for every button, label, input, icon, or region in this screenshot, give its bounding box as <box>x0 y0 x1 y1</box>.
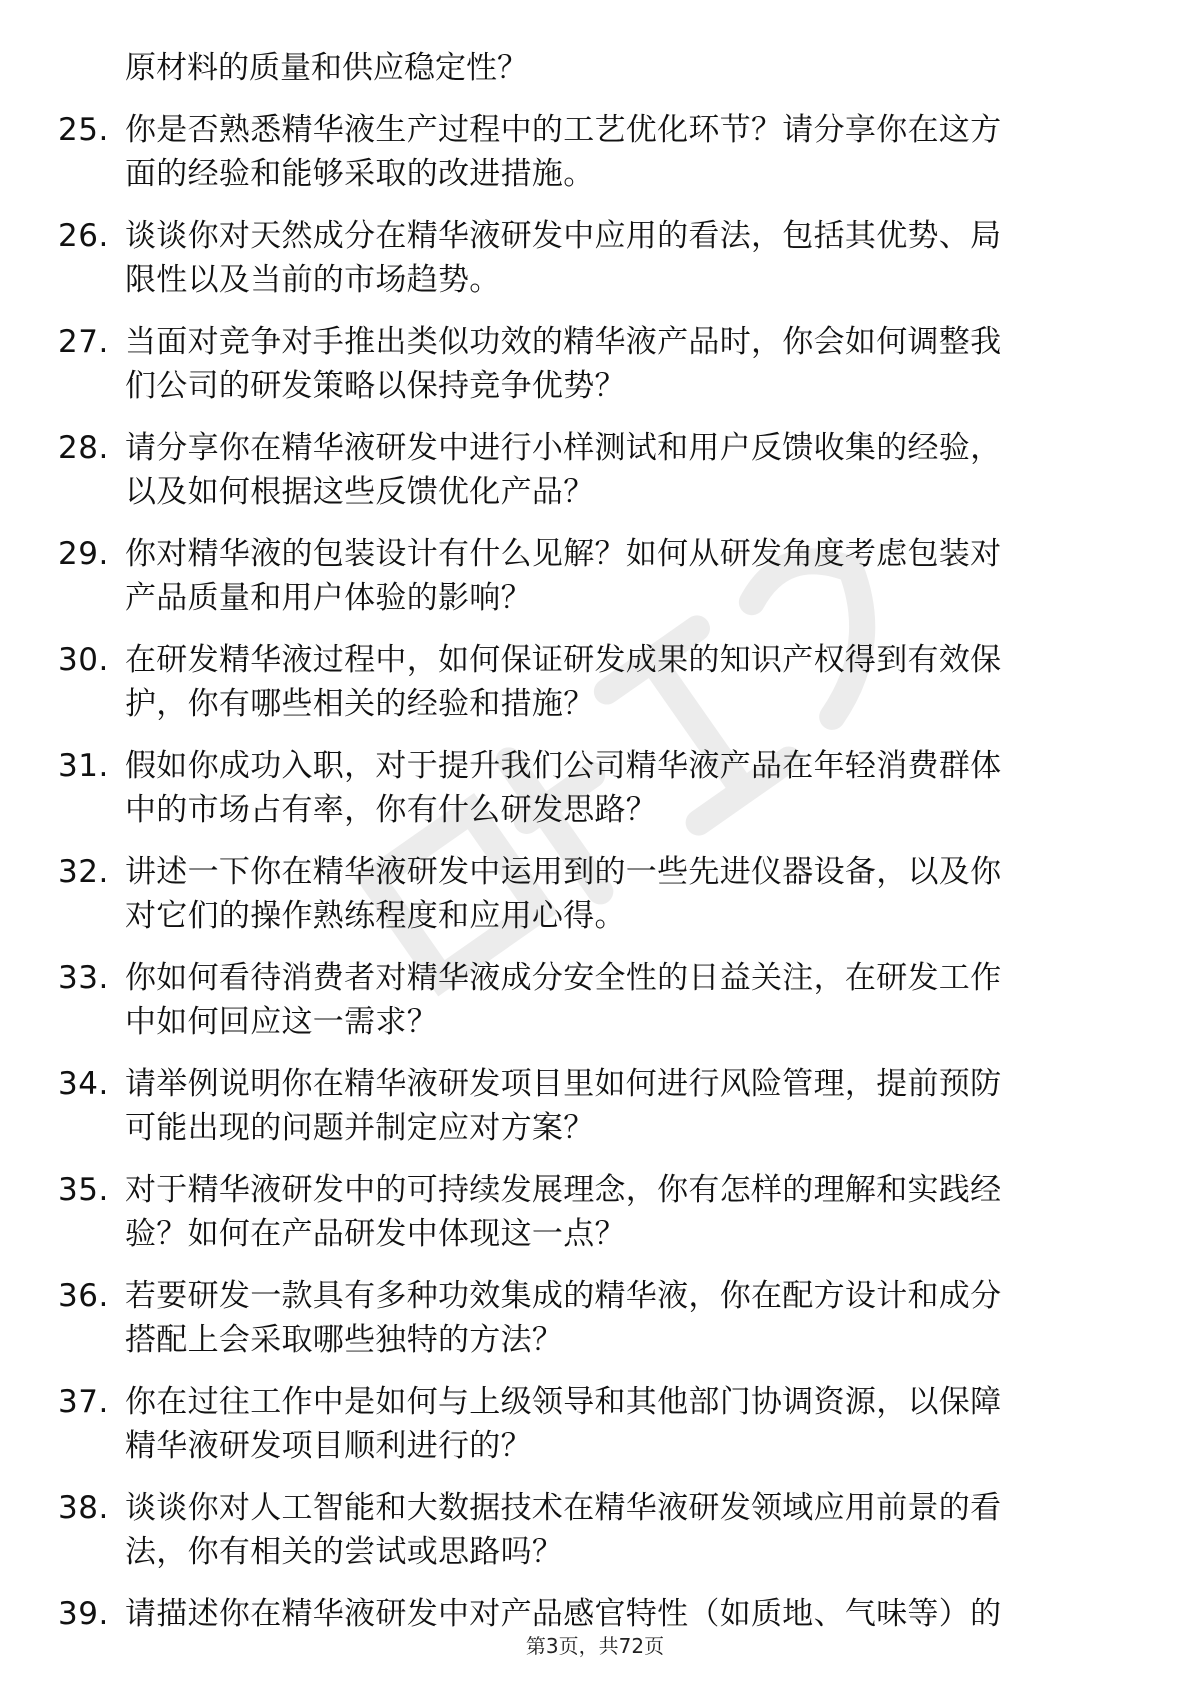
question-number: 33. <box>58 960 109 996</box>
question-line: 以及如何根据这些反馈优化产品？ <box>125 474 595 510</box>
question-number: 32. <box>58 854 109 890</box>
question-number: 30. <box>58 642 109 678</box>
question-number: 28. <box>58 430 109 466</box>
question-text <box>125 850 1118 938</box>
question-line: 限性以及当前的市场趋势。 <box>125 262 501 298</box>
question-number: 29. <box>58 536 109 572</box>
question-number: 35. <box>58 1172 109 1208</box>
question-text <box>125 1486 1118 1574</box>
question-text <box>125 426 1118 514</box>
question-text <box>125 1168 1118 1256</box>
question-line: 中的市场占有率，你有什么研发思路？ <box>125 792 658 828</box>
question-number: 37. <box>58 1384 109 1420</box>
question-item <box>58 214 1118 302</box>
question-line: 在研发精华液过程中，如何保证研发成果的知识产权得到有效保 <box>125 642 1002 678</box>
question-text <box>125 108 1118 196</box>
question-line: 你在过往工作中是如何与上级领导和其他部门协调资源，以保障 <box>125 1384 1002 1420</box>
question-line: 精华液研发项目顺利进行的？ <box>125 1428 532 1464</box>
question-line: 请举例说明你在精华液研发项目里如何进行风险管理，提前预防 <box>125 1066 1002 1102</box>
question-number: 38. <box>58 1490 109 1526</box>
question-line: 中如何回应这一需求？ <box>125 1004 438 1040</box>
question-item <box>58 108 1118 196</box>
question-line: 假如你成功入职，对于提升我们公司精华液产品在年轻消费群体 <box>125 748 1002 784</box>
question-number: 39. <box>58 1596 109 1632</box>
continuation-text: 原材料的质量和供应稳定性？ <box>125 50 528 86</box>
question-line: 你如何看待消费者对精华液成分安全性的日益关注，在研发工作 <box>125 960 1002 996</box>
question-line: 护，你有哪些相关的经验和措施？ <box>125 686 595 722</box>
question-item <box>58 1380 1118 1468</box>
question-line: 验？如何在产品研发中体现这一点？ <box>125 1216 626 1252</box>
question-line: 产品质量和用户体验的影响？ <box>125 580 532 616</box>
question-text <box>125 214 1118 302</box>
question-text <box>125 1592 1118 1636</box>
question-line: 请描述你在精华液研发中对产品感官特性（如质地、气味等）的 <box>125 1596 1002 1632</box>
question-item <box>58 1062 1118 1150</box>
question-text <box>125 744 1118 832</box>
question-line: 可能出现的问题并制定应对方案？ <box>125 1110 595 1146</box>
question-item <box>58 744 1118 832</box>
question-number: 27. <box>58 324 109 360</box>
question-text <box>125 1380 1118 1468</box>
question-line: 若要研发一款具有多种功效集成的精华液，你在配方设计和成分 <box>125 1278 1002 1314</box>
question-list <box>58 46 1118 1636</box>
question-item <box>58 426 1118 514</box>
question-text <box>125 1062 1118 1150</box>
question-number: 25. <box>58 112 109 148</box>
question-text <box>125 1274 1118 1362</box>
question-number: 26. <box>58 218 109 254</box>
question-line: 讲述一下你在精华液研发中运用到的一些先进仪器设备，以及你 <box>125 854 1002 890</box>
question-item <box>58 956 1118 1044</box>
question-line: 们公司的研发策略以保持竞争优势？ <box>125 368 626 404</box>
question-item <box>58 1274 1118 1362</box>
question-line: 法，你有相关的尝试或思路吗？ <box>125 1534 564 1570</box>
question-line: 谈谈你对人工智能和大数据技术在精华液研发领域应用前景的看 <box>125 1490 1002 1526</box>
question-line: 面的经验和能够采取的改进措施。 <box>125 156 595 192</box>
question-line: 谈谈你对天然成分在精华液研发中应用的看法，包括其优势、局 <box>125 218 1002 254</box>
question-item <box>58 1486 1118 1574</box>
question-line: 你是否熟悉精华液生产过程中的工艺优化环节？请分享你在这方 <box>125 112 1002 148</box>
question-item <box>58 638 1118 726</box>
question-line: 请分享你在精华液研发中进行小样测试和用户反馈收集的经验， <box>125 430 1002 466</box>
question-line: 搭配上会采取哪些独特的方法？ <box>125 1322 564 1358</box>
question-text <box>125 638 1118 726</box>
question-text <box>125 956 1118 1044</box>
question-item <box>58 850 1118 938</box>
page-footer: 第3页，共72页 <box>525 1634 665 1658</box>
question-item <box>58 320 1118 408</box>
question-line: 你对精华液的包装设计有什么见解？如何从研发角度考虑包装对 <box>125 536 1002 572</box>
question-text <box>125 320 1118 408</box>
question-number: 31. <box>58 748 109 784</box>
question-item <box>58 1592 1118 1636</box>
question-number: 34. <box>58 1066 109 1102</box>
question-item <box>58 1168 1118 1256</box>
question-line: 对它们的操作熟练程度和应用心得。 <box>125 898 626 934</box>
question-line: 当面对竞争对手推出类似功效的精华液产品时，你会如何调整我 <box>125 324 1002 360</box>
question-number: 36. <box>58 1278 109 1314</box>
question-text <box>125 532 1118 620</box>
question-item <box>58 532 1118 620</box>
question-line: 对于精华液研发中的可持续发展理念，你有怎样的理解和实践经 <box>125 1172 1002 1208</box>
